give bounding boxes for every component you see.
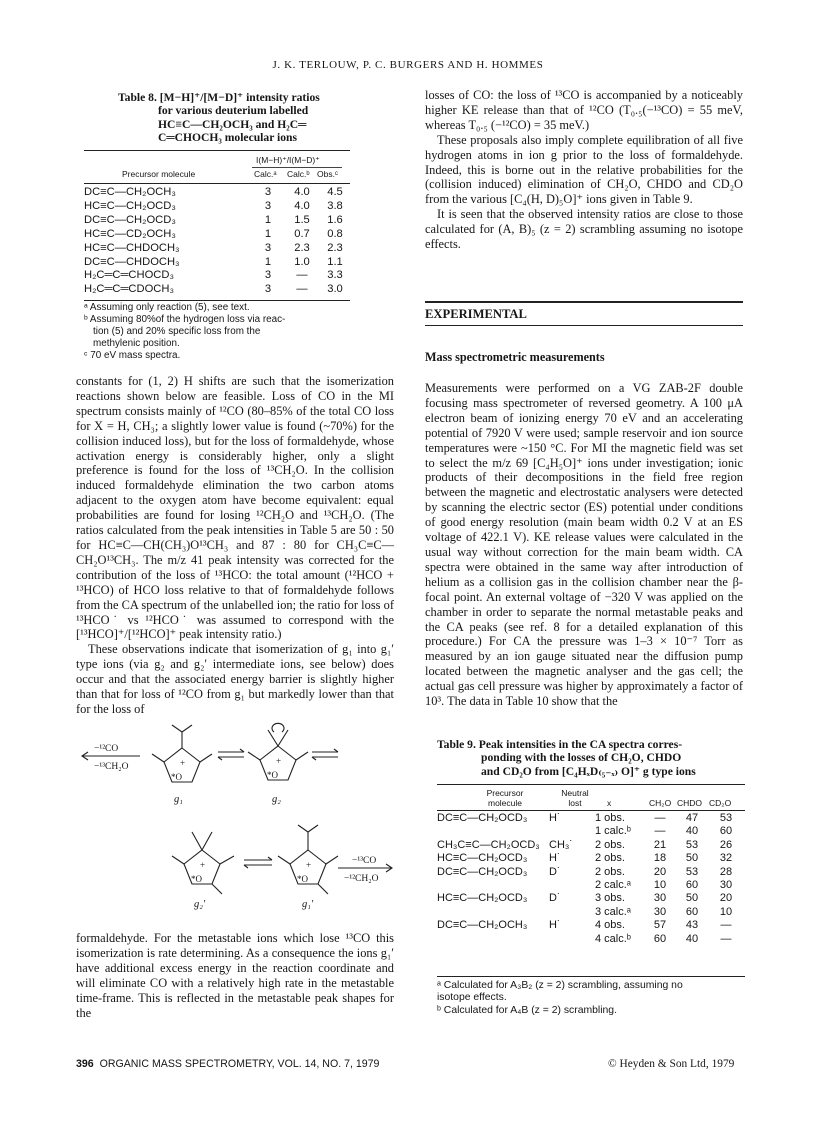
table8-cell-calc-b: 4.0 bbox=[294, 186, 310, 198]
ring-charge-label: + bbox=[276, 756, 282, 766]
table9-row bbox=[437, 825, 743, 838]
table9-cell-cd2o: — bbox=[720, 932, 732, 945]
table8-row bbox=[84, 256, 352, 270]
table9-row bbox=[437, 933, 743, 946]
table9-footnote: ᵇ Calculated for A₄B (z = 2) scrambling. bbox=[437, 1004, 617, 1016]
table9-col-precursor-line: Precursor bbox=[486, 788, 524, 798]
table9-cell-ch2o: 30 bbox=[653, 905, 667, 918]
table8-footnote: ᵇ Assuming 80%of the hydrogen loss via reac- bbox=[84, 314, 286, 325]
journal-citation: ORGANIC MASS SPECTROMETRY, VOL. 14, NO. 7, 1979 bbox=[99, 1058, 380, 1070]
section-rule-bottom bbox=[425, 325, 743, 326]
table8-row bbox=[84, 200, 352, 214]
table9-col-neutral bbox=[555, 788, 595, 808]
table8-cell-calc-b: 4.0 bbox=[294, 199, 310, 212]
right-column-text-experimental bbox=[425, 381, 743, 709]
table8-caption-line: HC≡C—CH₂OCH₃ and H₂C═ bbox=[158, 117, 307, 131]
table9-head-rule bbox=[437, 810, 745, 811]
table9-col-cd2o: CD₂O bbox=[709, 798, 732, 808]
table9-cell-neutral-lost: H˙ bbox=[549, 852, 561, 865]
page-number: 396 bbox=[76, 1058, 94, 1070]
table9-cell-molecule bbox=[437, 933, 549, 946]
table8-row bbox=[84, 186, 352, 200]
table8-cell-obs: 3.3 bbox=[327, 269, 343, 282]
ring-oxygen-label: *O bbox=[191, 874, 202, 884]
table9-cell-chdo: 40 bbox=[685, 825, 699, 838]
table8-cell-molecule: DC≡C—CH₂OCH₃ bbox=[84, 186, 176, 198]
table9-caption bbox=[437, 738, 749, 778]
table9-col-chdo: CHDO bbox=[677, 798, 703, 808]
ion-label-g1-prime: g₁′ bbox=[302, 899, 314, 910]
ion-label-g2: g₂ bbox=[272, 794, 281, 805]
running-head: J. K. TERLOUW, P. C. BURGERS AND H. HOMMES bbox=[272, 59, 544, 71]
table9-col-ch2o: CH₂O bbox=[649, 798, 672, 808]
table8-col-obs: Obs.ᶜ bbox=[317, 169, 338, 179]
table9-cell-x: 2 obs. bbox=[595, 852, 625, 865]
table9-cell-chdo: 50 bbox=[685, 852, 699, 865]
table8-bottom-rule bbox=[84, 300, 350, 301]
table9-cell-cd2o: 60 bbox=[719, 825, 733, 838]
paragraph: formaldehyde. For the metastable ions which lose ¹³CO this isomerization is rate determining. As a consequence the ions g₁′ have additional excess energy in the reaction coordinate and will eliminate CO with a relatively high rate in the metastable time-frame. This is reflected in the metastable peak shapes for the bbox=[76, 931, 394, 1020]
table9-caption-line: ponding with the losses of CH₂O, CHDO bbox=[481, 751, 682, 765]
table8-cell-calc-b: — bbox=[296, 283, 308, 296]
ring-oxygen-label: *O bbox=[171, 772, 182, 782]
ring-oxygen-label: *O bbox=[267, 770, 278, 780]
table9-footnotes bbox=[437, 980, 749, 1017]
table8-col-superheader: I(M−H)⁺/I(M−D)⁺ bbox=[256, 155, 320, 165]
table9-footnote: ᵃ Calculated for A₃B₂ (z = 2) scrambling, assuming no bbox=[437, 980, 683, 991]
table9-cell-cd2o: 20 bbox=[719, 892, 733, 905]
table9-row bbox=[437, 812, 743, 825]
table9-row bbox=[437, 906, 743, 919]
paragraph: These proposals also imply complete equilibration of all five hydrogen atoms in ion g prior to the loss of formaldehyde. Indeed, this is borne out in the relative probabilities for the (collision induced) elimination of CH₂O, CHDO and CD₂O from the various [C₄(H, D)₅O]⁺ ions given in Table 9. bbox=[425, 132, 743, 207]
table8-cell-calc-b: 1.0 bbox=[294, 255, 310, 268]
table8-cell-obs: 2.3 bbox=[327, 241, 343, 254]
table8-caption-line: for various deuterium labelled bbox=[158, 104, 309, 118]
table9-cell-ch2o: 10 bbox=[653, 879, 667, 892]
table8-footnote: ᶜ 70 eV mass spectra. bbox=[84, 350, 181, 361]
table9-cell-molecule: DC≡C—CH₂OCH₃ bbox=[437, 919, 528, 932]
table8-caption-line: C═CHOCH₃ molecular ions bbox=[158, 131, 298, 145]
table8-row bbox=[84, 242, 352, 256]
arrow1-top-label: −¹²CO bbox=[94, 744, 119, 754]
table9-col-neutral-line: lost bbox=[568, 798, 582, 808]
paragraph: losses of CO: the loss of ¹³CO is accompanied by a noticeably higher KE release than that of ¹²CO (T₀.₅(−¹³CO) = 55 meV, whereas T₀.₅ (−¹²CO) = 35 meV.) bbox=[425, 88, 743, 132]
section-rule-top bbox=[425, 301, 743, 303]
table9-top-rule bbox=[437, 784, 745, 785]
table9-cell-cd2o: 10 bbox=[719, 905, 733, 918]
table9-cell-x: 2 obs. bbox=[595, 865, 625, 878]
table9-cell-ch2o: — bbox=[654, 825, 666, 838]
right-column-text bbox=[425, 88, 743, 252]
table9-cell-cd2o: 30 bbox=[719, 879, 733, 892]
table8-footnote: ᵃ Assuming only reaction (5), see text. bbox=[84, 302, 250, 313]
table8-cell-calc-a: 1 bbox=[264, 213, 272, 226]
table8-cell-calc-a: 3 bbox=[264, 283, 272, 296]
table9-rows bbox=[437, 812, 743, 946]
table8-cell-calc-a: 3 bbox=[264, 269, 272, 282]
footer-copyright: © Heyden & Son Ltd, 1979 bbox=[608, 1058, 735, 1070]
table9-cell-chdo: 60 bbox=[685, 879, 699, 892]
table9-col-neutral-line: Neutral bbox=[561, 788, 589, 798]
table8-cell-obs: 3.8 bbox=[327, 199, 343, 212]
table8-cell-calc-a: 3 bbox=[264, 199, 272, 212]
table9-cell-molecule bbox=[437, 879, 549, 892]
table8-footnote: methylenic position. bbox=[93, 338, 180, 349]
table9-cell-chdo: 40 bbox=[685, 932, 699, 945]
table8-cell-calc-a: 1 bbox=[264, 227, 272, 240]
table8-cell-calc-b: — bbox=[296, 269, 308, 282]
table9-cell-chdo: 47 bbox=[685, 812, 699, 824]
table8-cell-molecule: HC≡C—CH₂OCD₃ bbox=[84, 199, 176, 212]
table9-cell-neutral-lost bbox=[549, 825, 589, 838]
paragraph: These observations indicate that isomerization of g₁ into g₁′ type ions (via g₂ and g₂′ intermediate ions, see below) does occur and that the associated energy barrier is slightly higher than that for loss of ¹²CO from g₁ but markedly lower than that for the loss of bbox=[76, 642, 394, 716]
left-column-text bbox=[76, 374, 394, 717]
table9-cell-ch2o: 57 bbox=[653, 919, 667, 932]
paragraph: constants for (1, 2) H shifts are such that the isomerization reactions shown below are feasible. Loss of CO in the MI spectrum consists mainly of ¹²CO (80–85% of the total CO loss for X = H, CH₃; a slightly lower value is found (~70%) for the collision induced loss), but for the loss of formaldehyde, whose activation energy is considerably higher, only a slight preference is found for the loss of ¹³CH₂O. In the collision induced formaldehyde elimination the two carbon atoms adjacent to the oxygen atom have become equivalent: equal probabilities are found for losing ¹²CH₂O and ¹³CH₂O. (The ratios calculated from the peak intensities in Table 5 are 50 : 50 for HC≡C—CH(CH₃)O¹³CH₃ and 87 : 80 for CH₃C≡C—CH₂O¹³CH₃. The m/z 41 peak intensity was corrected for the contribution of the loss of ¹³HCO: the total amount (¹²HCO + ¹³HCO) of HCO loss relative to that of formaldehyde follows from the CA spectrum of the unlabelled ion; the ratio for loss of ¹³HCO˙ vs ¹²HCO˙ was assumed to correspond with the [¹³HCO]⁺/[¹²HCO]⁺ peak intensity ratio.) bbox=[76, 374, 394, 642]
table8-label: Table 8. bbox=[118, 91, 157, 104]
table9-cell-ch2o: 20 bbox=[653, 865, 667, 878]
table9-cell-molecule: DC≡C—CH₂OCD₃ bbox=[437, 812, 528, 824]
ion-label-g2-prime: g₂′ bbox=[194, 899, 206, 910]
table9-cell-x: 1 calc.ᵇ bbox=[595, 825, 631, 838]
table9-cell-x: 2 calc.ᵃ bbox=[595, 879, 631, 892]
table9-cell-x: 3 calc.ᵃ bbox=[595, 905, 631, 918]
table9-col-x: x bbox=[607, 798, 612, 808]
table8-cell-molecule: H₂C═C═CDOCH₃ bbox=[84, 283, 175, 296]
section-heading-experimental: EXPERIMENTAL bbox=[425, 307, 527, 321]
table8-cell-obs: 3.0 bbox=[327, 283, 343, 296]
table8-footnote: tion (5) and 20% specific loss from the bbox=[93, 326, 261, 337]
paragraph: Measurements were performed on a VG ZAB-2F double focusing mass spectrometer of reversed geometry. A 100 μA electron beam of ionizing energy 70 eV and an accelerating potential of 7920 V were used; sample reservoir and ion source temperatures were ~150 °C. For MI the magnetic field was set to select the m/z 69 [C₄H₅O]⁺ ions under investigation; ionic products of their decompositions in the field free region between the magnetic and electrostatic analysers were detected by scanning the electric sector (ES) potential under conditions of good energy resolution (main beam width 0.2 V at an ES voltage of 422.1 V). KE release values were calculated in the usual way without correction for the main beam width. CA spectra were obtained in the same way after introduction of helium as a collision gas in the collision chamber near the β-focal point. An external voltage of −320 V was applied on the chamber in order to separate the normal metastable peaks and the CA peaks (see ref. 8 for a detailed explanation of this procedure.) For CA the pressure was 1–3 × 10⁻⁷ Torr as measured by an ion gauge situated near the diffusion pump located between the magnetic analyser and the gas cell; the actual gas cell pressure was higher by approximately a factor of 10³. The data in Table 10 show that the bbox=[425, 381, 743, 709]
table9-cell-ch2o: — bbox=[654, 812, 666, 824]
table9-cell-x: 2 obs. bbox=[595, 838, 625, 851]
table8-cell-calc-b: 0.7 bbox=[294, 227, 310, 240]
table9-cell-cd2o: — bbox=[720, 919, 732, 932]
table9-caption-line: and CD₂O from [C₄HₓD₍₅₋ₓ₎ O]⁺ g type ions bbox=[481, 764, 696, 778]
table9-label: Table 9. bbox=[437, 738, 476, 751]
table8-col-calc-b: Calc.ᵇ bbox=[287, 169, 310, 179]
table9-cell-cd2o: 53 bbox=[719, 812, 733, 824]
table9-row bbox=[437, 852, 743, 865]
arrow1-bottom-label: −¹³CH₂O bbox=[94, 762, 129, 772]
table8-cell-molecule: H₂C═C═CHOCD₃ bbox=[84, 269, 175, 282]
table9-cell-neutral-lost: D˙ bbox=[549, 865, 561, 878]
table8-cell-calc-a: 1 bbox=[264, 255, 272, 268]
left-column-text-bottom bbox=[76, 931, 394, 1020]
table9-cell-x: 3 obs. bbox=[595, 892, 625, 905]
table8-col-precursor: Precursor molecule bbox=[122, 169, 196, 179]
table9-cell-x: 4 obs. bbox=[595, 919, 625, 932]
table9-cell-x: 4 calc.ᵇ bbox=[595, 932, 631, 945]
table8-cell-molecule: HC≡C—CD₂OCH₃ bbox=[84, 227, 176, 240]
table8-cell-calc-a: 3 bbox=[264, 241, 272, 254]
table9-cell-neutral-lost: H˙ bbox=[549, 919, 561, 932]
arrow2-bottom-label: −¹²CH₂O bbox=[344, 874, 379, 884]
table8-cell-molecule: HC≡C—CHDOCH₃ bbox=[84, 241, 180, 254]
ring-charge-label: + bbox=[200, 860, 206, 870]
table9-caption-line: Peak intensities in the CA spectra corres- bbox=[478, 738, 683, 751]
table9-cell-chdo: 53 bbox=[685, 838, 699, 851]
footer-left bbox=[76, 1058, 379, 1070]
table9-row bbox=[437, 866, 743, 879]
table9-cell-ch2o: 30 bbox=[653, 892, 667, 905]
table9-cell-neutral-lost bbox=[549, 879, 589, 892]
table9-cell-chdo: 53 bbox=[685, 865, 699, 878]
table9-cell-chdo: 43 bbox=[685, 919, 699, 932]
table8-cell-obs: 0.8 bbox=[327, 227, 343, 240]
table9-row bbox=[437, 919, 743, 932]
table9-cell-chdo: 50 bbox=[685, 892, 699, 905]
table9-cell-cd2o: 26 bbox=[719, 838, 733, 851]
table9-footnote: isotope effects. bbox=[437, 992, 507, 1004]
table9-cell-cd2o: 32 bbox=[719, 852, 733, 865]
table9-cell-neutral-lost: CH₃˙ bbox=[549, 838, 574, 851]
table9-cell-neutral-lost: D˙ bbox=[549, 892, 561, 905]
table9-cell-molecule: HC≡C—CH₂OCD₃ bbox=[437, 892, 528, 905]
table9-cell-chdo: 60 bbox=[685, 905, 699, 918]
table9-cell-x: 1 obs. bbox=[595, 812, 625, 824]
table8-cell-calc-b: 1.5 bbox=[294, 213, 310, 226]
table9-row bbox=[437, 839, 743, 852]
table8-subrule bbox=[252, 167, 342, 168]
table9-col-precursor-line: molecule bbox=[487, 798, 523, 808]
table9-cell-neutral-lost bbox=[549, 933, 589, 946]
table9-row bbox=[437, 879, 743, 892]
ring-charge-label: + bbox=[306, 860, 312, 870]
table9-bottom-rule bbox=[437, 976, 745, 977]
table9-cell-molecule bbox=[437, 825, 549, 838]
table8-rows bbox=[84, 186, 352, 297]
table8-cell-molecule: DC≡C—CHDOCH₃ bbox=[84, 255, 180, 268]
table9-row bbox=[437, 892, 743, 905]
table8-top-rule bbox=[84, 150, 350, 151]
table8-cell-obs: 1.1 bbox=[327, 255, 343, 268]
table8-row bbox=[84, 283, 352, 297]
ion-label-g1: g₁ bbox=[174, 794, 183, 805]
table9-cell-neutral-lost bbox=[549, 906, 589, 919]
ring-charge-label: + bbox=[180, 758, 186, 768]
table8-row bbox=[84, 214, 352, 228]
arrow2-top-label: −¹³CO bbox=[352, 856, 377, 866]
table9-cell-molecule bbox=[437, 906, 549, 919]
table9-cell-neutral-lost: H˙ bbox=[549, 812, 561, 824]
table8-cell-calc-b: 2.3 bbox=[294, 241, 310, 254]
table8-cell-obs: 4.5 bbox=[327, 186, 343, 198]
table8-row bbox=[84, 228, 352, 242]
paragraph: It is seen that the observed intensity ratios are close to those calculated for (A, B)₅ (z = 2) scrambling assuming no isotope effects. bbox=[425, 207, 743, 252]
table8-caption-line: [M−H]⁺/[M−D]⁺ intensity ratios bbox=[159, 91, 320, 104]
table8-head-rule bbox=[84, 183, 350, 184]
table9-cell-ch2o: 21 bbox=[653, 838, 667, 851]
subsection-heading: Mass spectrometric measurements bbox=[425, 350, 605, 364]
table8-cell-obs: 1.6 bbox=[327, 213, 343, 226]
table8-footnotes bbox=[84, 302, 352, 362]
table8-cell-molecule: DC≡C—CH₂OCD₃ bbox=[84, 213, 176, 226]
table8-row bbox=[84, 269, 352, 283]
ring-oxygen-label: *O bbox=[297, 874, 308, 884]
table8-col-calc-a: Calc.ᵃ bbox=[254, 169, 277, 179]
table9-cell-molecule: CH₃C≡C—CH₂OCD₃ bbox=[437, 838, 540, 851]
table8-caption bbox=[118, 91, 356, 145]
table8-cell-calc-a: 3 bbox=[264, 186, 272, 198]
table9-cell-molecule: HC≡C—CH₂OCD₃ bbox=[437, 852, 528, 865]
table9-cell-ch2o: 18 bbox=[653, 852, 667, 865]
table9-cell-cd2o: 28 bbox=[719, 865, 733, 878]
table9-col-precursor bbox=[475, 788, 535, 808]
table9-cell-molecule: DC≡C—CH₂OCD₃ bbox=[437, 865, 528, 878]
isomerization-scheme bbox=[76, 722, 396, 922]
table9-cell-ch2o: 60 bbox=[653, 932, 667, 945]
